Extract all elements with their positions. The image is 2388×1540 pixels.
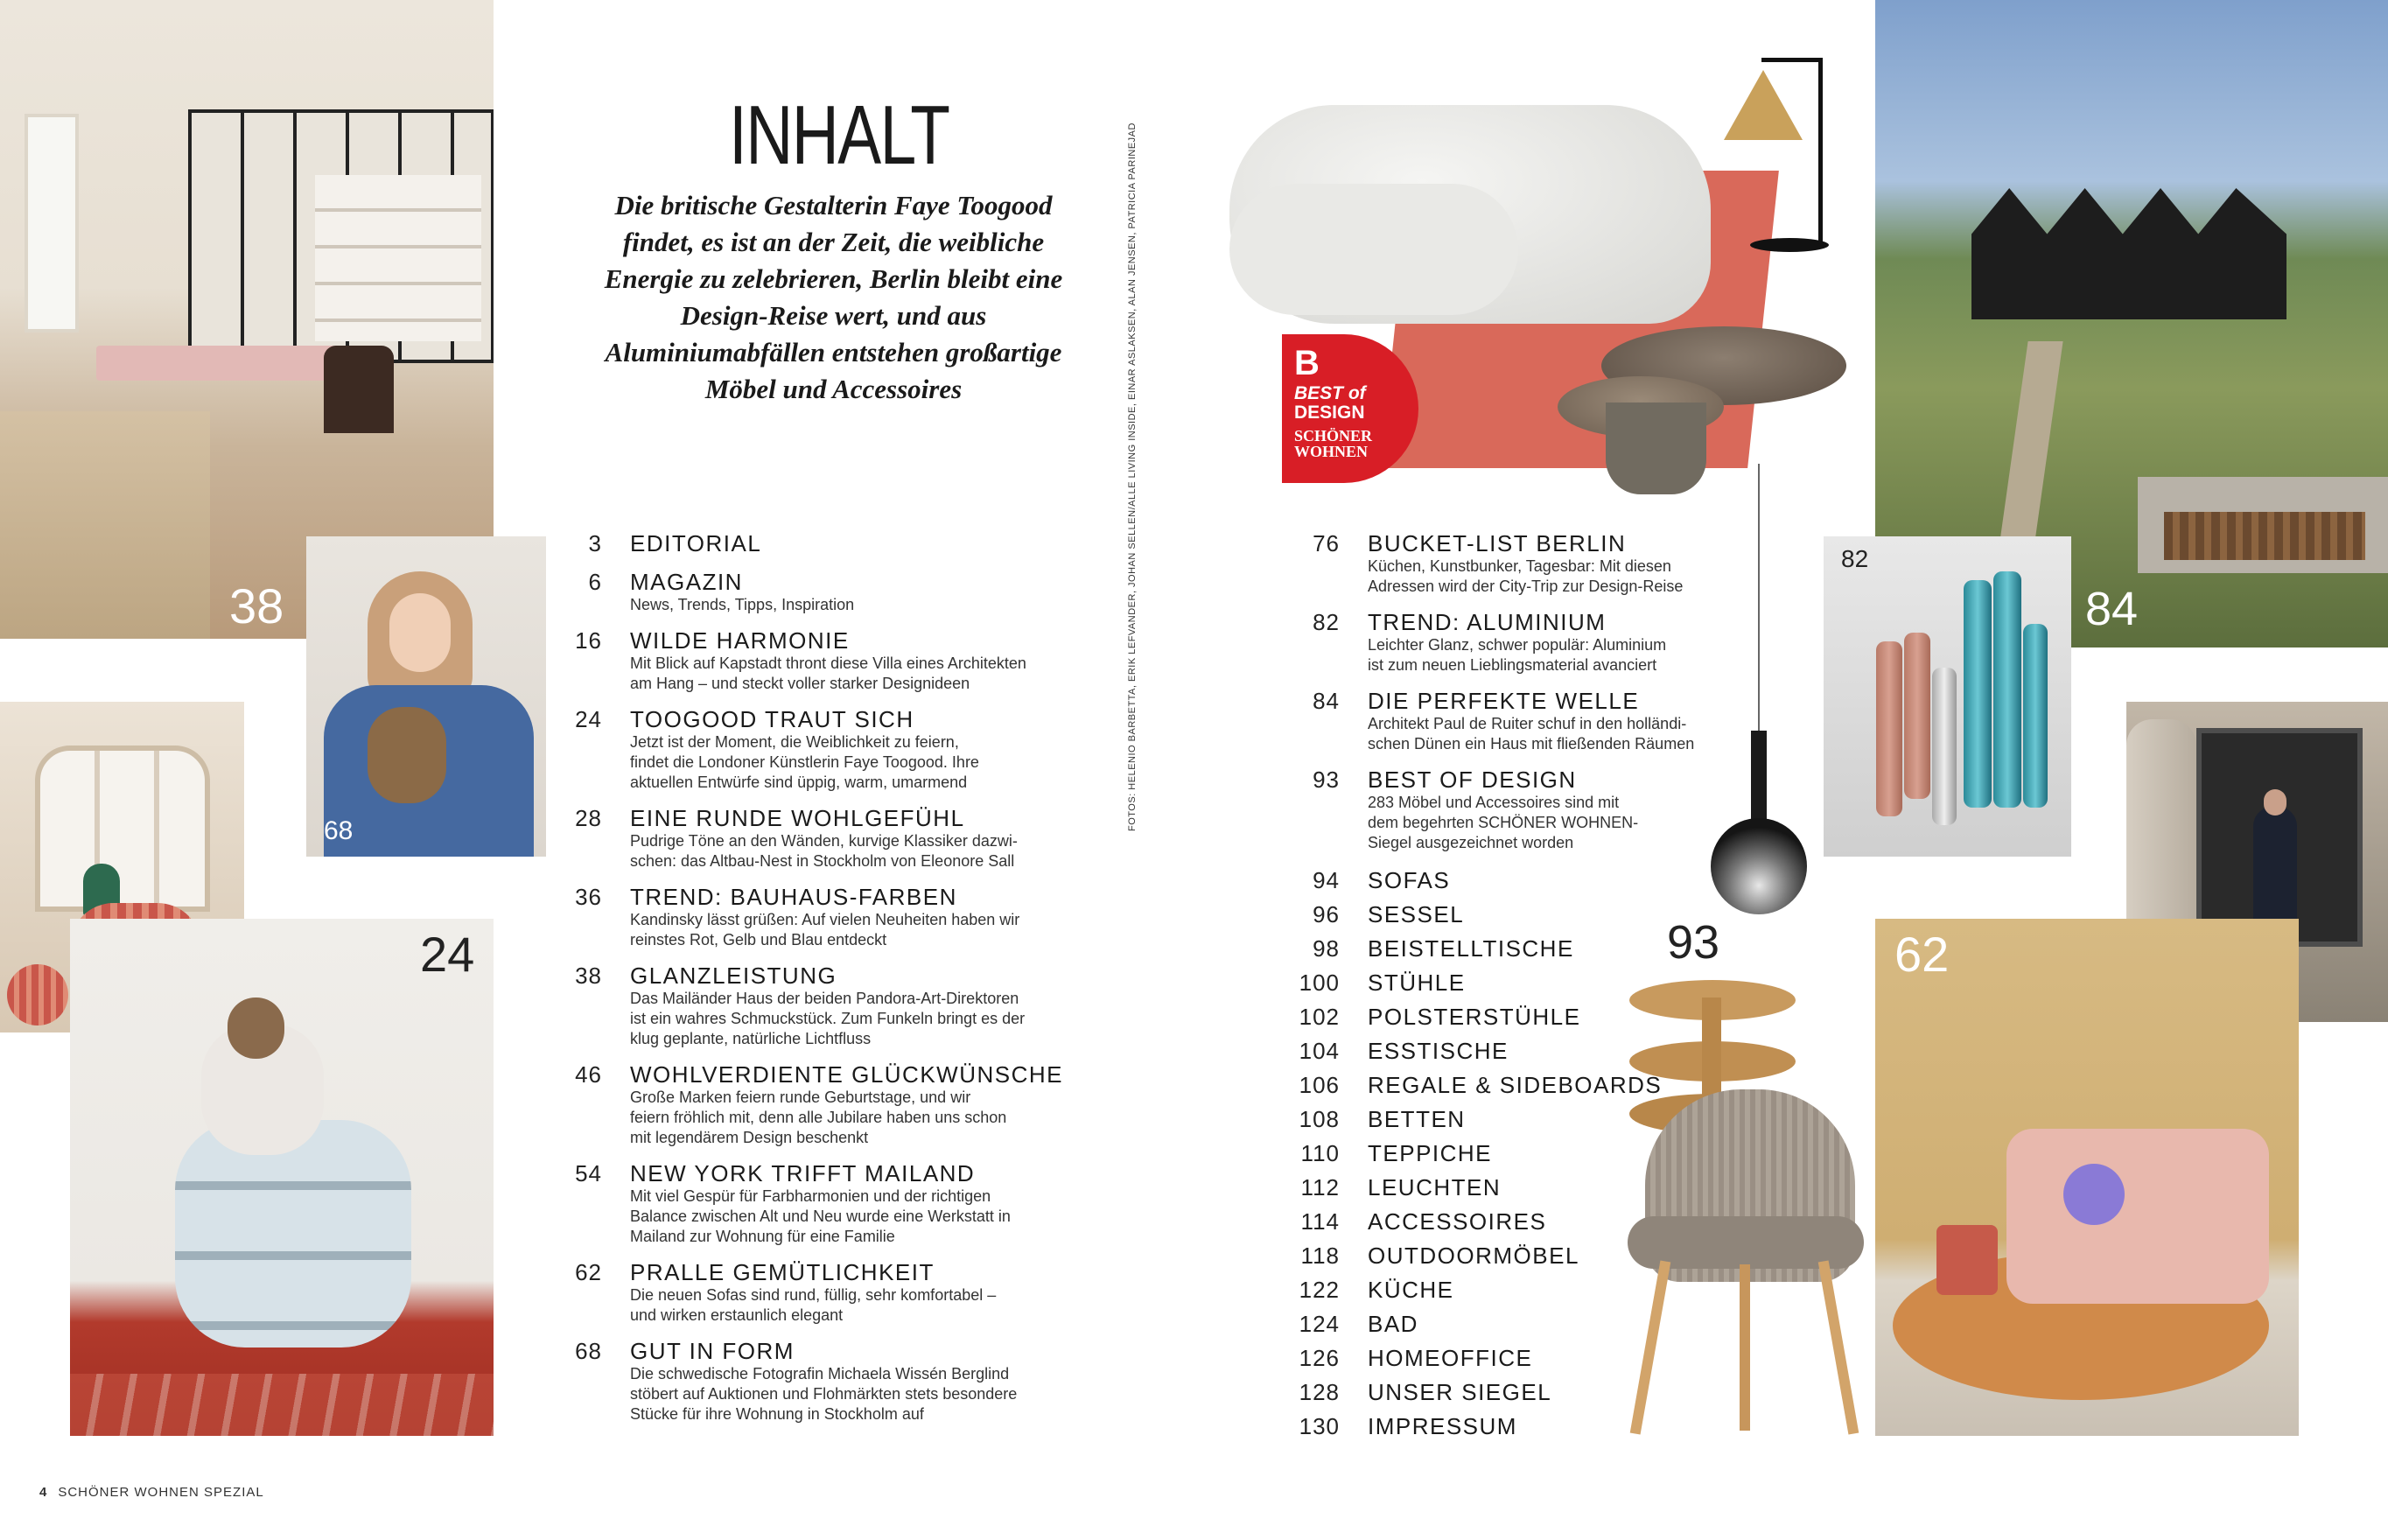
- toc-page-number: 110: [1300, 1140, 1340, 1166]
- toc-page-number: 46: [575, 1061, 602, 1088]
- striped-ottoman: [7, 964, 68, 1026]
- toc-page-number: 128: [1299, 1379, 1340, 1405]
- toc-heading: MAGAZIN: [630, 569, 743, 595]
- toc-entry[interactable]: [1291, 1242, 1728, 1270]
- toc-entry[interactable]: [1291, 1276, 1728, 1305]
- floor-lamp-arm: [1761, 58, 1823, 62]
- toc-page-number: 3: [588, 530, 602, 556]
- toc-description: Kandinsky lässt grüßen: Auf vielen Neuheiten haben wir reinstes Rot, Gelb und Blau entdeckt: [630, 911, 1020, 948]
- vase-teal-2: [1993, 571, 2021, 808]
- toc-page-number: 38: [575, 962, 602, 989]
- toc-description: Architekt Paul de Ruiter schuf in den holländi- schen Dünen ein Haus mit fließenden Räumen: [1368, 715, 1695, 752]
- footer-page-number: 4: [39, 1485, 48, 1500]
- toc-left: [553, 530, 1096, 1437]
- toc-entry[interactable]: [1291, 766, 1728, 853]
- toc-description: Die neuen Sofas sind rund, füllig, sehr komfortabel – und wirken erstaunlich elegant: [630, 1286, 997, 1324]
- toc-entry[interactable]: [553, 706, 1096, 793]
- purple-cushion: [2063, 1164, 2125, 1225]
- vase-copper-2: [1904, 633, 1930, 799]
- toc-heading: DIE PERFEKTE WELLE: [1368, 688, 1640, 714]
- woman-hair-24: [228, 998, 284, 1059]
- toc-heading: GLANZLEISTUNG: [630, 962, 837, 989]
- toc-heading: BEISTELLTISCHE: [1368, 935, 1574, 962]
- toc-page-number: 100: [1299, 970, 1340, 996]
- toc-page-number: 62: [575, 1259, 602, 1285]
- toc-entry[interactable]: [1291, 1105, 1728, 1134]
- toc-page-number: 82: [1313, 609, 1340, 635]
- toc-entry[interactable]: [553, 1259, 1096, 1326]
- page-number-38: 38: [229, 578, 284, 634]
- photo-pink-sofa-62: [1875, 919, 2299, 1436]
- toc-heading: KÜCHE: [1368, 1277, 1454, 1303]
- toc-entry[interactable]: [553, 627, 1096, 694]
- woman-face: [389, 593, 451, 672]
- toc-entry[interactable]: [553, 805, 1096, 872]
- photo-aluminium-vases-82: [1824, 536, 2071, 857]
- toc-entry[interactable]: [1291, 530, 1728, 597]
- toc-description: Küchen, Kunstbunker, Tagesbar: Mit diesen Adressen wird der City-Trip zur Design-Reise: [1368, 557, 1684, 595]
- coffee-table-base: [1606, 402, 1706, 494]
- toc-page-number: 106: [1299, 1072, 1340, 1098]
- toc-page-number: 96: [1313, 901, 1340, 928]
- toc-heading: HOMEOFFICE: [1368, 1345, 1533, 1371]
- pink-sofa: [2006, 1129, 2269, 1304]
- toc-heading: ACCESSOIRES: [1368, 1208, 1547, 1235]
- toc-page-number: 94: [1313, 867, 1340, 893]
- pendant-cord: [1758, 464, 1760, 739]
- toc-page-number: 126: [1299, 1345, 1340, 1371]
- bay-window: [35, 746, 210, 912]
- photo-toogood-24: [70, 919, 494, 1436]
- toc-description: Leichter Glanz, schwer populär: Aluminium ist zum neuen Lieblingsmaterial avanciert: [1368, 636, 1667, 674]
- page-number-82: 82: [1841, 545, 1869, 572]
- red-side-table: [1936, 1225, 1998, 1295]
- toc-entry[interactable]: [1291, 934, 1728, 963]
- black-house: [1971, 188, 2286, 319]
- toc-entry[interactable]: [553, 1338, 1096, 1424]
- badge-line3: SCHÖNER: [1294, 427, 1373, 444]
- page-number-68: 68: [324, 816, 354, 845]
- floor-lamp-shade: [1724, 70, 1803, 140]
- toc-page-number: 54: [575, 1160, 602, 1186]
- toc-page-number: 36: [575, 884, 602, 910]
- toc-heading: WOHLVERDIENTE GLÜCKWÜNSCHE: [630, 1061, 1064, 1088]
- page-number-62: 62: [1894, 927, 1950, 982]
- travertine-counter: [0, 411, 210, 639]
- toc-heading: POLSTERSTÜHLE: [1368, 1004, 1581, 1030]
- toc-heading: TOOGOOD TRAUT SICH: [630, 706, 914, 732]
- vase-copper-1: [1876, 641, 1902, 816]
- toc-description: Mit viel Gespür für Farbharmonien und der richtigen Balance zwischen Alt und Neu wurde eine Werkstatt in Mailand zur Wohnung für eine Familie: [630, 1187, 1011, 1245]
- toc-heading: BETTEN: [1368, 1106, 1466, 1132]
- toc-heading: SOFAS: [1368, 867, 1451, 893]
- toc-page-number: 114: [1300, 1208, 1340, 1235]
- page-title: INHALT: [729, 88, 949, 182]
- toc-page-number: 24: [575, 706, 602, 732]
- toc-entry[interactable]: [553, 884, 1096, 950]
- toc-entry[interactable]: [1291, 1173, 1728, 1202]
- footer-magazine-name: SCHÖNER WOHNEN SPEZIAL: [58, 1485, 264, 1500]
- toc-heading: EINE RUNDE WOHLGEFÜHL: [630, 805, 965, 831]
- chair-leg-right: [1818, 1260, 1859, 1434]
- toc-heading: OUTDOORMÖBEL: [1368, 1242, 1579, 1269]
- toc-entry[interactable]: [1291, 1139, 1728, 1168]
- toc-heading: UNSER SIEGEL: [1368, 1379, 1552, 1405]
- toc-page-number: 108: [1299, 1106, 1340, 1132]
- toc-page-number: 104: [1299, 1038, 1340, 1064]
- intro-text: Die britische Gestalterin Faye Toogood findet, es ist an der Zeit, die weibliche Energie zu zelebrieren, Berlin bleibt eine Design-Reise wert, und aus Aluminiumabfällen entstehen großartige Möbel und Accessoires: [604, 190, 1063, 404]
- toc-page-number: 6: [588, 569, 602, 595]
- toc-heading: WILDE HARMONIE: [630, 627, 850, 654]
- toc-entry[interactable]: [1291, 1412, 1728, 1441]
- toc-entry[interactable]: [1291, 1208, 1728, 1236]
- toc-heading: TEPPICHE: [1368, 1140, 1493, 1166]
- toc-heading: ESSTISCHE: [1368, 1038, 1509, 1064]
- man-head: [2264, 789, 2286, 816]
- toc-page-number: 130: [1299, 1413, 1340, 1439]
- photo-credits: FOTOS: HELENIO BARBETTA, ERIK LEFVANDER, JOHAN SELLEN/ALLE LIVING INSIDE, EINAR ASLAKSEN, ALAN JENSEN, PATRICIA PARINEJAD: [1127, 122, 1138, 831]
- toc-page-number: 76: [1313, 530, 1340, 556]
- firewood: [2164, 512, 2365, 560]
- toc-heading: LEUCHTEN: [1368, 1174, 1502, 1200]
- toc-entry[interactable]: [1291, 866, 1728, 895]
- toc-entry[interactable]: [1291, 1310, 1728, 1339]
- photo-woman-with-dog-68: [306, 536, 546, 857]
- toc-heading: IMPRESSUM: [1368, 1413, 1517, 1439]
- toc-heading: REGALE & SIDEBOARDS: [1368, 1072, 1663, 1098]
- toc-entry[interactable]: [1291, 969, 1728, 998]
- vase-silver: [1932, 668, 1957, 825]
- toc-page-number: 124: [1299, 1311, 1340, 1337]
- page-number-24: 24: [420, 927, 475, 982]
- page-number-93: 93: [1667, 916, 1720, 969]
- toc-page-number: 16: [575, 627, 602, 654]
- toc-entry[interactable]: [553, 1160, 1096, 1247]
- rug-pattern: [70, 1374, 494, 1436]
- toc-heading: BUCKET-LIST BERLIN: [1368, 530, 1627, 556]
- toc-entry[interactable]: [1291, 1037, 1728, 1066]
- shelf: [315, 175, 481, 341]
- toc-page-number: 93: [1313, 766, 1340, 793]
- toc-page-number: 28: [575, 805, 602, 831]
- toc-description: 283 Möbel und Accessoires sind mit dem begehrten SCHÖNER WOHNEN- Siegel ausgezeichnet worden: [1368, 794, 1639, 851]
- toc-heading: SESSEL: [1368, 901, 1465, 928]
- toc-entry[interactable]: [1291, 688, 1728, 754]
- badge-logo-mark: B: [1294, 344, 1320, 382]
- toc-description: Das Mailänder Haus der beiden Pandora-Art-Direktoren ist ein wahres Schmuckstück. Zum Funkeln bringt es der klug geplante, natürliche Lichtfluss: [630, 990, 1026, 1047]
- toc-entry[interactable]: [553, 1061, 1096, 1148]
- toc-page-number: 68: [575, 1338, 602, 1364]
- page-number-84: 84: [2085, 583, 2139, 635]
- vase-teal-3: [2023, 624, 2048, 808]
- toc-heading: NEW YORK TRIFFT MAILAND: [630, 1160, 976, 1186]
- toc-entry[interactable]: [1291, 1344, 1728, 1373]
- toc-heading: EDITORIAL: [630, 530, 762, 556]
- toc-description: Die schwedische Fotografin Michaela Wissén Berglind stöbert auf Auktionen und Flohmärkten stets besondere Stücke für ihre Wohnung in Stockholm auf: [630, 1365, 1018, 1423]
- toc-description: News, Trends, Tipps, Inspiration: [630, 596, 855, 613]
- toc-page-number: 102: [1299, 1004, 1340, 1030]
- badge-line1: BEST of: [1294, 383, 1366, 403]
- silver-puffer-chair: [175, 1120, 411, 1348]
- toc-heading: BEST OF DESIGN: [1368, 766, 1577, 793]
- toc-heading: GUT IN FORM: [630, 1338, 795, 1364]
- toc-page-number: 84: [1313, 688, 1340, 714]
- toc-entry[interactable]: [1291, 1003, 1728, 1032]
- toc-description: Große Marken feiern runde Geburtstage, und wir feiern fröhlich mit, denn alle Jubilare haben uns schon mit legendärem Design beschenkt: [630, 1088, 1007, 1146]
- toc-page-number: 98: [1313, 935, 1340, 962]
- window: [25, 114, 79, 332]
- toc-heading: TREND: ALUMINIUM: [1368, 609, 1607, 635]
- toc-page-number: 112: [1300, 1174, 1340, 1200]
- chair-leg-center: [1740, 1264, 1750, 1431]
- dog: [368, 707, 446, 803]
- toc-entry[interactable]: [553, 962, 1096, 1049]
- toc-entry[interactable]: [553, 530, 1096, 556]
- pendant-stem: [1751, 731, 1767, 827]
- floor-lamp-base: [1750, 238, 1829, 252]
- toc-heading: PRALLE GEMÜTLICHKEIT: [630, 1259, 935, 1285]
- toc-heading: TREND: BAUHAUS-FARBEN: [630, 884, 957, 910]
- toc-right-categories: [1291, 866, 1728, 1446]
- toc-heading: STÜHLE: [1368, 970, 1466, 996]
- toc-heading: BAD: [1368, 1311, 1418, 1337]
- toc-entry[interactable]: [1291, 1071, 1728, 1100]
- toc-page-number: 122: [1299, 1277, 1340, 1303]
- chair: [324, 346, 394, 433]
- toc-entry[interactable]: [1291, 900, 1728, 929]
- floor-lamp-stem: [1818, 61, 1823, 245]
- sofa-chaise: [1229, 184, 1518, 315]
- toc-entry[interactable]: [1291, 1378, 1728, 1407]
- toc-description: Pudrige Töne an den Wänden, kurvige Klassiker dazwi- schen: das Altbau-Nest in Stockholm von Eleonore Sall: [630, 832, 1018, 870]
- page-footer: [39, 1485, 264, 1500]
- toc-right: [1291, 530, 1728, 865]
- badge-line4: WOHNEN: [1294, 443, 1369, 460]
- toc-description: Mit Blick auf Kapstadt thront diese Villa eines Architekten am Hang – und steckt voller starker Designideen: [630, 654, 1026, 692]
- toc-entry[interactable]: [1291, 609, 1728, 676]
- vase-teal-1: [1964, 580, 1992, 808]
- toc-page-number: 118: [1300, 1242, 1340, 1269]
- toc-description: Jetzt ist der Moment, die Weiblichkeit zu feiern, findet die Londoner Künstlerin Faye Toogood. Ihre aktuellen Entwürfe sind üppig, warm, umarmend: [630, 733, 979, 791]
- badge-line2: DESIGN: [1294, 402, 1365, 423]
- toc-entry[interactable]: [553, 569, 1096, 615]
